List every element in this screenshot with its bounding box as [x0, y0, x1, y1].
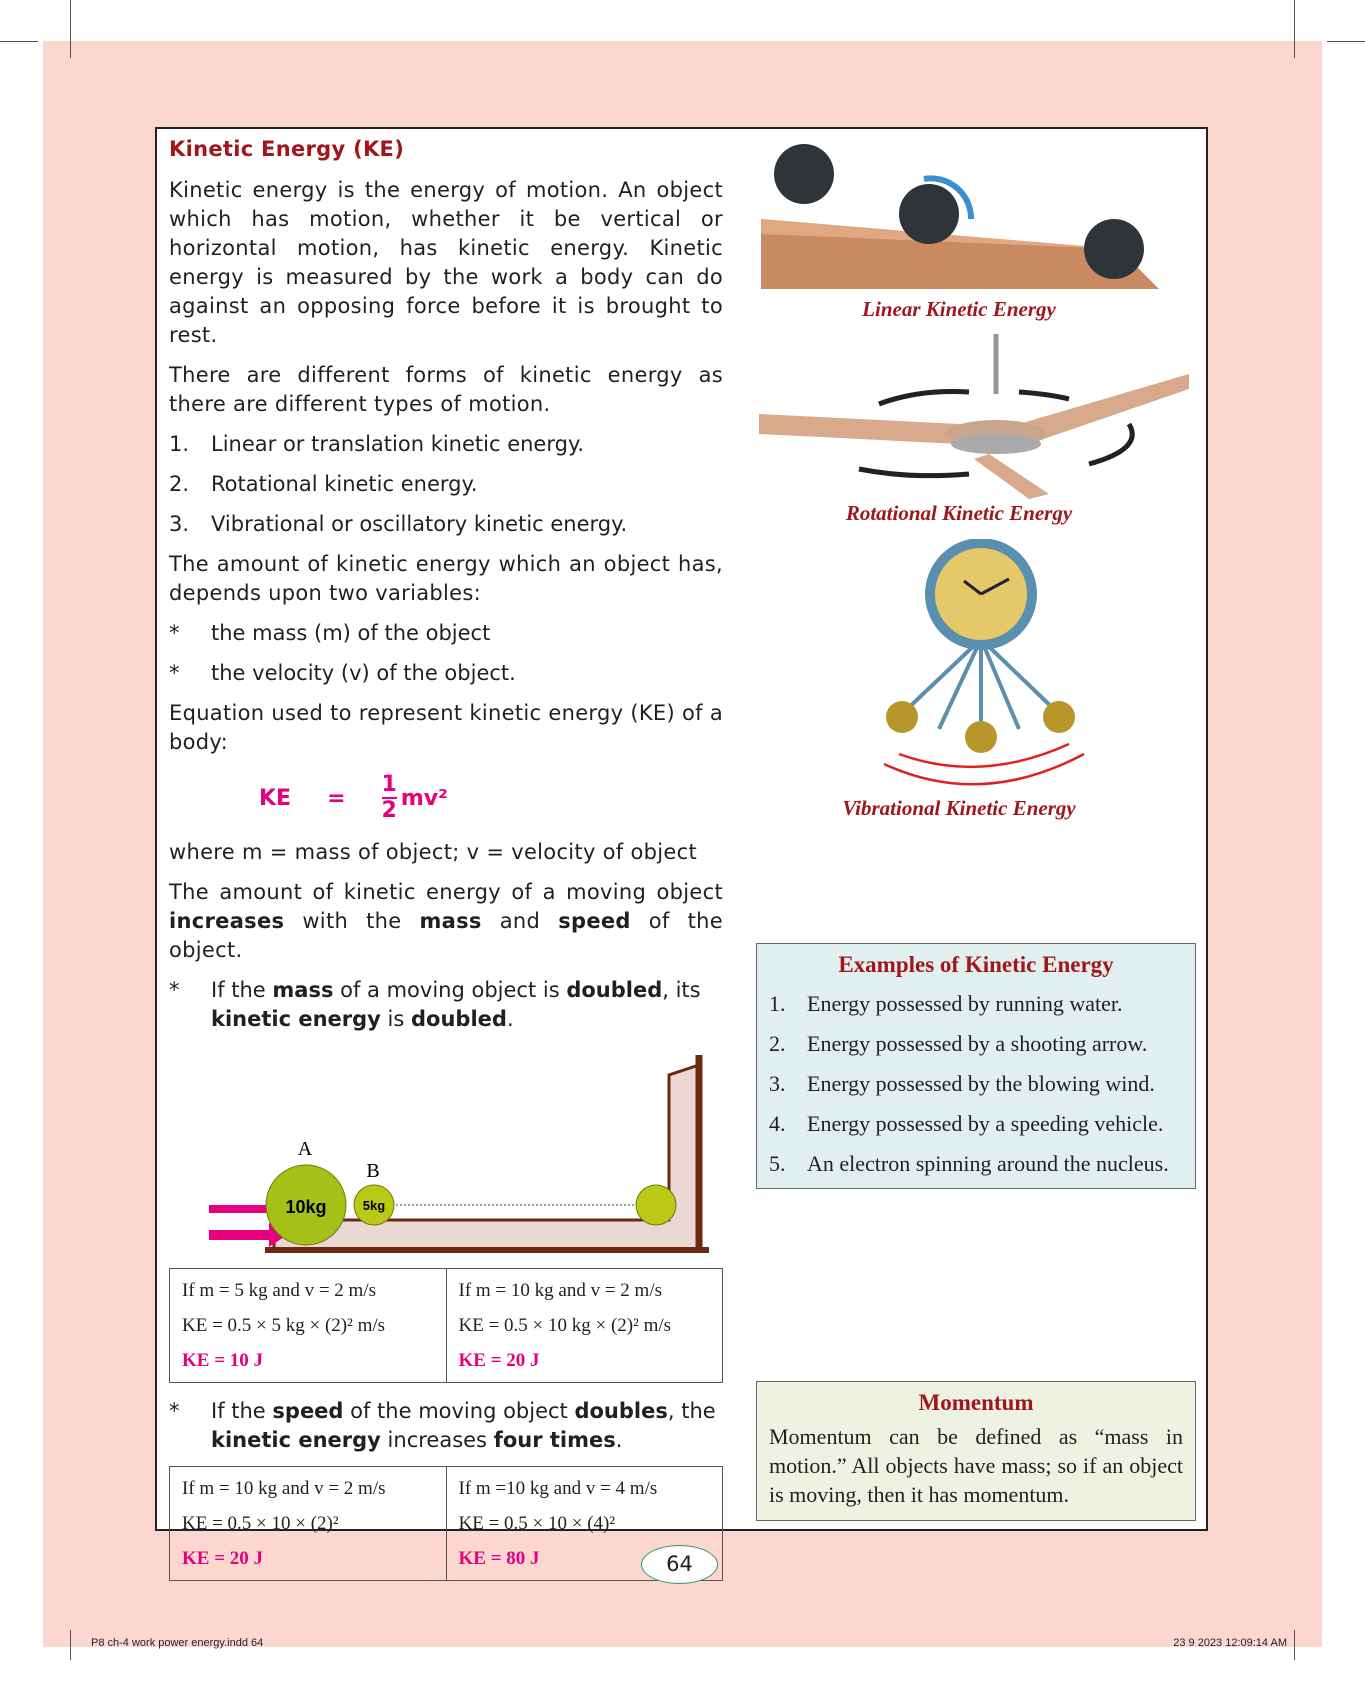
table-cell: If m = 5 kg and v = 2 m/s KE = 0.5 × 5 kg × (2)² m/s KE = 10 J	[170, 1269, 447, 1383]
example-item: 3. Energy possessed by the blowing wind.	[769, 1071, 1155, 1096]
label-a: A	[297, 1138, 313, 1160]
crop-mark	[0, 41, 38, 42]
fraction	[382, 773, 397, 823]
momentum-box	[756, 1381, 1196, 1521]
left-column	[169, 135, 723, 1595]
list-text: Vibrational or oscillatory kinetic energy.	[211, 512, 628, 536]
formula-rhs: mv²	[400, 785, 448, 811]
table-cell: If m = 10 kg and v = 2 m/s KE = 0.5 × 10 kg × (2)² m/s KE = 20 J	[446, 1269, 723, 1383]
page-number: 64	[641, 1545, 718, 1584]
formula-equals: =	[327, 785, 346, 811]
list-number: 2.	[169, 472, 190, 496]
bullet-text: If the speed of the moving object doubles, the kinetic energy increases four times.	[211, 1399, 716, 1452]
table-cell: If m =10 kg and v = 4 m/s KE = 0.5 × 10 × (4)² KE = 80 J	[446, 1467, 723, 1581]
example-item: 2. Energy possessed by a shooting arrow.	[769, 1031, 1148, 1056]
table-cell: If m = 10 kg and v = 2 m/s KE = 0.5 × 10 × (2)² KE = 20 J	[170, 1467, 447, 1581]
example-item: 1. Energy possessed by running water.	[769, 991, 1123, 1016]
section-heading: Kinetic Energy (KE)	[169, 137, 405, 161]
ke-formula	[259, 768, 723, 828]
paragraph: The amount of kinetic energy which an object has, depends upon two variables:	[169, 552, 723, 605]
list-text: Linear or translation kinetic energy.	[211, 432, 585, 456]
crop-mark	[1327, 41, 1365, 42]
speed-comparison-table	[169, 1466, 723, 1581]
paragraph: There are different forms of kinetic energy as there are different types of motion.	[169, 363, 723, 416]
momentum-text: Momentum can be defined as “mass in motion.” All objects have mass; so if an object is moving, then it has momentum.	[769, 1424, 1183, 1507]
caption-vibrational: Vibrational Kinetic Energy	[842, 796, 1076, 820]
slug-right: 23 9 2023 12:09:14 AM	[1173, 1637, 1287, 1649]
mass-label-5kg: 5kg	[362, 1198, 386, 1213]
bullet-item: * If the speed of the moving object doubles, the kinetic energy increases four times.	[169, 1397, 723, 1455]
slug-left: P8 ch-4 work power energy.indd 64	[91, 1637, 264, 1649]
momentum-title: Momentum	[918, 1390, 1034, 1415]
list-item	[169, 430, 723, 459]
bullet-item: * If the mass of a moving object is doubled, its kinetic energy is doubled.	[169, 976, 723, 1034]
rotational-ke-illustration	[759, 334, 1199, 499]
examples-box	[756, 943, 1196, 1189]
formula-lhs: KE	[259, 785, 292, 811]
list-text: Rotational kinetic energy.	[211, 472, 478, 496]
linear-ke-illustration	[759, 139, 1199, 299]
list-item	[169, 470, 723, 499]
numerator: 1	[381, 772, 397, 797]
paragraph: Equation used to represent kinetic energy (KE) of a body:	[169, 701, 723, 754]
caption-linear: Linear Kinetic Energy	[862, 297, 1056, 321]
denominator: 2	[381, 798, 397, 823]
vibrational-ke-illustration	[759, 539, 1199, 794]
collision-diagram	[169, 1045, 723, 1260]
bullet: *	[169, 661, 180, 685]
crop-mark	[70, 0, 71, 58]
bullet-text: the mass (m) of the object	[211, 621, 491, 645]
bullet-item	[169, 619, 723, 648]
list-number: 3.	[169, 512, 190, 536]
mass-label-10kg: 10kg	[285, 1197, 327, 1217]
crop-mark	[70, 1630, 71, 1660]
example-item: 5. An electron spinning around the nucleus.	[769, 1151, 1169, 1176]
paragraph: The amount of kinetic energy of a moving object increases with the mass and speed of the object.	[169, 880, 724, 962]
label-b: B	[366, 1160, 380, 1182]
example-item: 4. Energy possessed by a speeding vehicle.	[769, 1111, 1164, 1136]
crop-mark	[1294, 1630, 1295, 1660]
caption-rotational: Rotational Kinetic Energy	[845, 501, 1073, 525]
examples-title: Examples of Kinetic Energy	[838, 952, 1114, 977]
list-number: 1.	[169, 432, 190, 456]
paragraph: Kinetic energy is the energy of motion. An object which has motion, whether it be vertical or horizontal motion, has kinetic energy. Kinetic energy is measured by the work a body can do against an opposing force before it is brought to rest.	[169, 178, 723, 347]
mass-comparison-table	[169, 1268, 723, 1383]
bullet-item	[169, 659, 723, 688]
paragraph: where m = mass of object; v = velocity of object	[169, 840, 697, 864]
list-item	[169, 510, 723, 539]
crop-mark	[1294, 0, 1295, 58]
bullet-text: If the mass of a moving object is doubled, its kinetic energy is doubled.	[211, 978, 701, 1031]
bullet-text: the velocity (v) of the object.	[211, 661, 516, 685]
bullet: *	[169, 621, 180, 645]
